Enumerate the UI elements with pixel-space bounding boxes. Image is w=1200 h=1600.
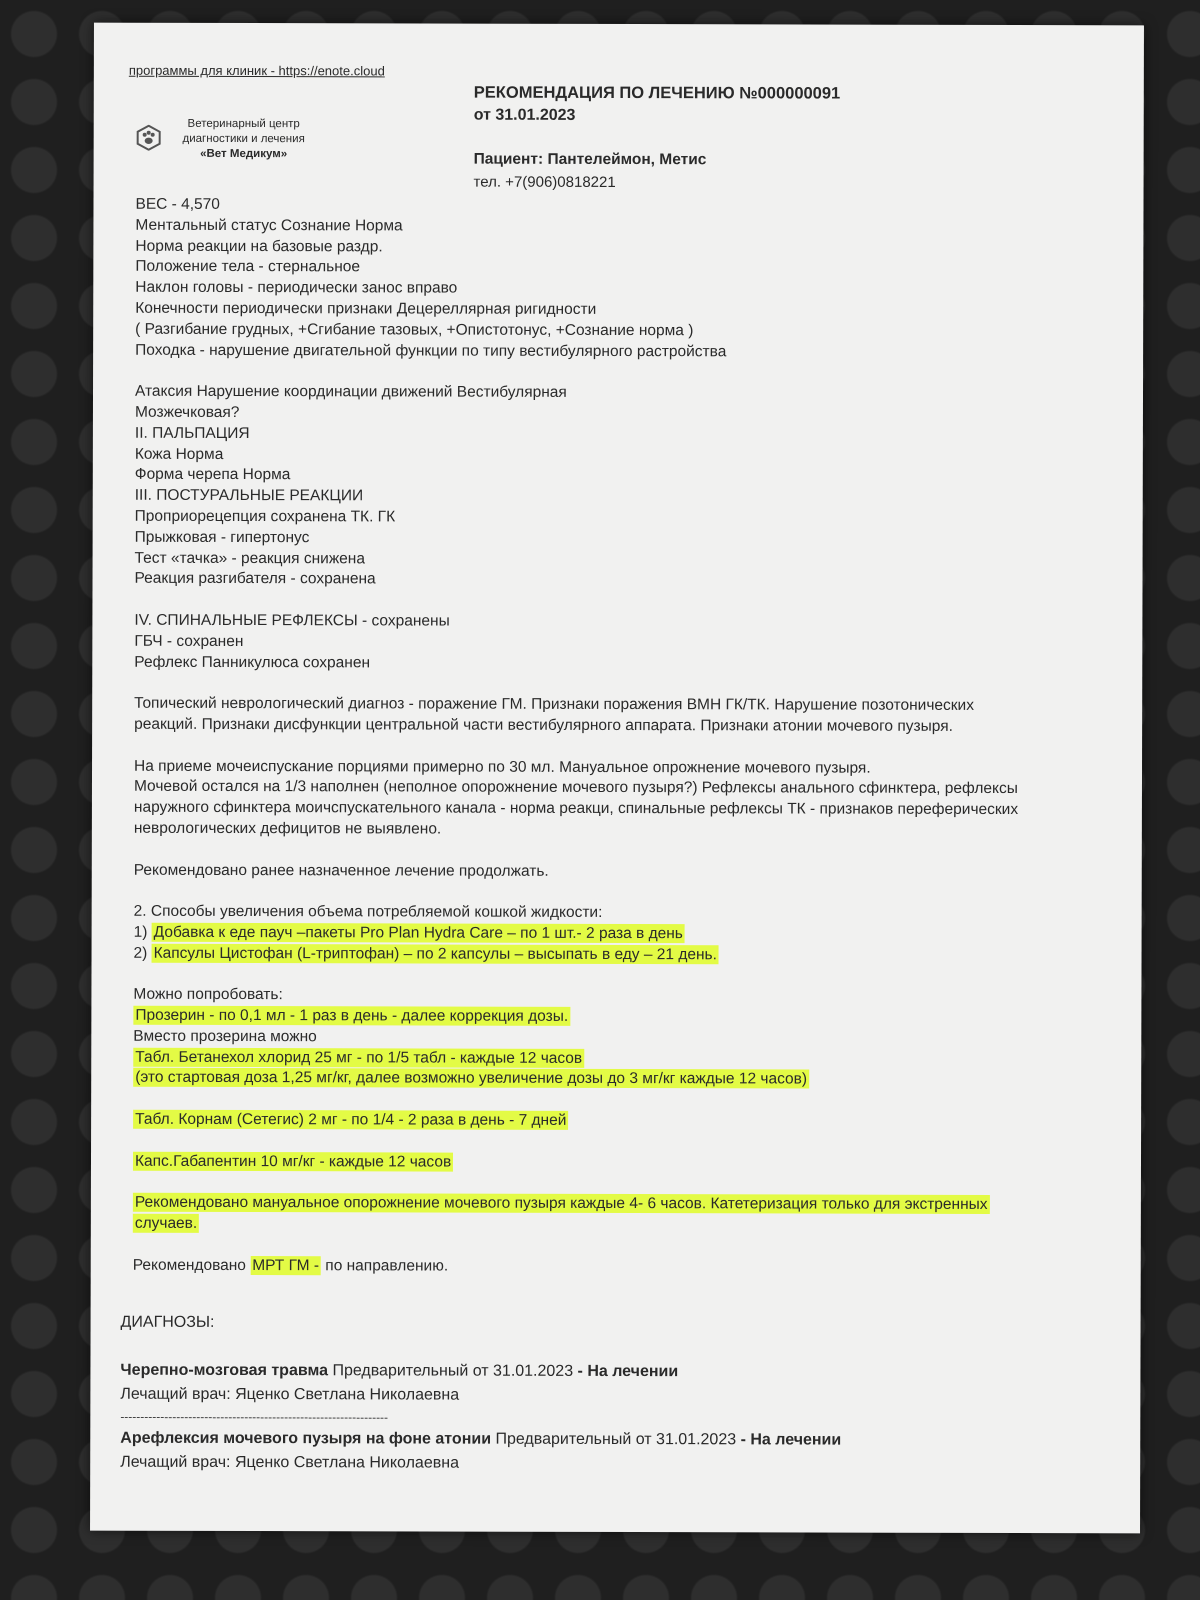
instead-line: Вместо прозерина можно — [133, 1027, 317, 1046]
spinal-line: Рефлекс Панникулюса сохранен — [134, 653, 371, 671]
clinic-line-1: Ветеринарный центр — [187, 117, 300, 131]
urination-block — [134, 756, 1114, 842]
spinal-line: IV. СПИНАЛЬНЫЕ РЕФЛЕКСЫ - сохранены — [134, 611, 450, 630]
exam-line: Наклон головы - периодически занос вправо — [135, 278, 458, 297]
exam-line: ( Разгибание грудных, +Сгибание тазовых, +Опистотонус, +Сознание норма ) — [135, 320, 694, 339]
exam-block — [135, 195, 1115, 364]
clinic-info — [174, 117, 314, 162]
kornam-text: Табл. Корнам (Сетегис) 2 мг - по 1/4 - 2 раза в день - 7 дней — [133, 1110, 568, 1130]
exam-line: Конечности периодически признаки Децереллярная ригидности — [135, 299, 597, 318]
diagnoses-heading: ДИАГНОЗЫ: — [120, 1313, 215, 1331]
diagnosis-2 — [120, 1427, 1080, 1454]
manual-line-1 — [133, 1193, 1113, 1216]
manual-line-2 — [133, 1214, 1113, 1237]
spinal-line: ГБЧ - сохранен — [134, 632, 244, 650]
urination-line: наружного сфинктера моичспускательного канала - норма реакци, спинальные рефлексы ТК - признаков переферических — [133, 798, 1019, 819]
fluid-item-2 — [134, 943, 1114, 966]
diagnosis-1 — [120, 1359, 1080, 1386]
diagnosis-2-state: - На лечении — [740, 1431, 842, 1449]
patient-phone: тел. +7(906)0818221 — [473, 173, 616, 191]
diagnoses-section — [120, 1311, 1080, 1478]
ataxia-line: Атаксия Нарушение координации движений Вестибулярная — [134, 382, 567, 402]
exam-line: Походка - нарушение двигательной функции по типу вестибулярного растройства — [135, 341, 727, 360]
betanechol-line — [133, 1047, 1113, 1070]
ataxia-line: Кожа Норма — [134, 445, 224, 463]
mri-prefix: Рекомендовано — [132, 1256, 251, 1274]
betanechol-note — [133, 1068, 1113, 1091]
diagnosis-2-doctor: Лечащий врач: Яценко Светлана Николаевна — [120, 1453, 460, 1472]
ataxia-line: Мозжечковая? — [134, 403, 240, 421]
fluid-heading: 2. Способы увеличения объема потребляемой кошкой жидкости: — [133, 902, 603, 922]
topical-line: Топический неврологический диагноз - поражение ГМ. Признаки поражения ВМН ГК/ТК. Нарушение позотонических — [134, 694, 974, 715]
recommendation-body — [133, 195, 1116, 1279]
patient-name: Пациент: Пантелеймон, Метис — [473, 150, 707, 169]
diagnosis-separator: ------------------------------------------------------------------- — [120, 1409, 389, 1425]
fluid-item-2-number: 2) — [133, 944, 152, 962]
ataxia-line: Прыжковая - гипертонус — [134, 528, 310, 546]
exam-line: ВЕС - 4,570 — [135, 195, 220, 213]
continue-treatment: Рекомендовано ранее назначенное лечение продолжать. — [133, 861, 549, 880]
topical-diagnosis — [134, 694, 1114, 738]
clinic-line-2: диагностики и лечения — [182, 132, 305, 146]
mri-highlight: МРТ ГМ - — [250, 1256, 321, 1275]
fluid-item-2-text: Капсулы Цистофан (L-триптофан) – по 2 капсулы – высыпать в еду – 21 день. — [152, 943, 719, 963]
fluid-item-1-number: 1) — [133, 923, 152, 941]
manual-text-2: случаев. — [133, 1214, 199, 1233]
betanechol-text: Табл. Бетанехол хлорид 25 мг - по 1/5 табл - каждые 12 часов — [133, 1047, 584, 1067]
ataxia-line: Реакция разгибателя - сохранена — [134, 570, 376, 588]
fluid-item-1 — [134, 923, 1114, 946]
gabapentin-text: Капс.Габапентин 10 мг/кг - каждые 12 часов — [133, 1151, 453, 1171]
diagnosis-2-status: Предварительный от 31.01.2023 — [491, 1430, 741, 1449]
diagnosis-2-name: Арефлексия мочевого пузыря на фоне атонии — [120, 1429, 492, 1448]
ataxia-line: Проприорецепция сохранена ТК. ГК — [134, 507, 396, 526]
diagnosis-1-status: Предварительный от 31.01.2023 — [328, 1362, 578, 1380]
ataxia-line: III. ПОСТУРАЛЬНЫЕ РЕАКЦИИ — [134, 486, 364, 505]
exam-line: Ментальный статус Сознание Норма — [135, 216, 403, 235]
ataxia-line: Тест «тачка» - реакция снижена — [134, 549, 366, 567]
urination-line: неврологических дефицитов не выявлено. — [133, 819, 442, 838]
document-title: РЕКОМЕНДАЦИЯ ПО ЛЕЧЕНИЮ №000000091 — [473, 83, 841, 103]
gabapentin-line — [133, 1151, 1113, 1174]
urination-line: Мочевой остался на 1/3 наполнен (неполное опорожнение мочевого пузыря?) Рефлексы анального сфинктера, рефлексы — [133, 778, 1018, 798]
ataxia-block — [134, 382, 1115, 593]
mri-line — [133, 1255, 1113, 1278]
enote-link[interactable]: программы для клиник - https://enote.cloud — [128, 62, 385, 79]
mri-suffix: по направлению. — [320, 1256, 449, 1275]
fluid-item-1-text: Добавка к еде пауч –пакеты Pro Plan Hydra Care – по 1 шт.- 2 раза в день — [152, 923, 685, 943]
manual-text-1: Рекомендовано мануальное опорожнение мочевого пузыря каждые 4- 6 часов. Катетеризация только для экстренных — [133, 1193, 990, 1214]
ataxia-line: II. ПАЛЬПАЦИЯ — [134, 424, 250, 442]
exam-line: Норма реакции на базовые раздр. — [135, 237, 383, 255]
spinal-block — [134, 611, 1114, 676]
kornam-line — [133, 1110, 1113, 1133]
diagnosis-1-doctor: Лечащий врач: Яценко Светлана Николаевна — [120, 1385, 460, 1404]
ataxia-line: Форма черепа Норма — [134, 466, 291, 484]
topical-line: реакций. Признаки дисфункции центральной части вестибулярного аппарата. Признаки атонии мочевого пузыря. — [134, 715, 953, 735]
document-date: от 31.01.2023 — [473, 106, 576, 124]
document-sheet — [90, 23, 1144, 1534]
prozerin-line — [133, 1006, 1113, 1029]
try-heading: Можно попробовать: — [133, 986, 283, 1004]
betanechol-note-text: (это стартовая доза 1,25 мг/кг, далее возможно увеличение дозы до 3 мг/кг каждые 12 часов) — [133, 1068, 809, 1089]
prozerin-text: Прозерин - по 0,1 мл - 1 раз в день - далее коррекция дозы. — [133, 1006, 570, 1026]
paw-icon — [136, 125, 162, 151]
diagnosis-1-name: Черепно-мозговая травма — [120, 1361, 329, 1380]
exam-line: Положение тела - стернальное — [135, 258, 361, 276]
clinic-name: «Вет Медикум» — [200, 147, 288, 161]
diagnosis-1-state: - На лечении — [577, 1362, 679, 1381]
urination-line: На приеме мочеиспускание порциями примерно по 30 мл. Мануальное опрожнение мочевого пузыря. — [134, 757, 871, 777]
